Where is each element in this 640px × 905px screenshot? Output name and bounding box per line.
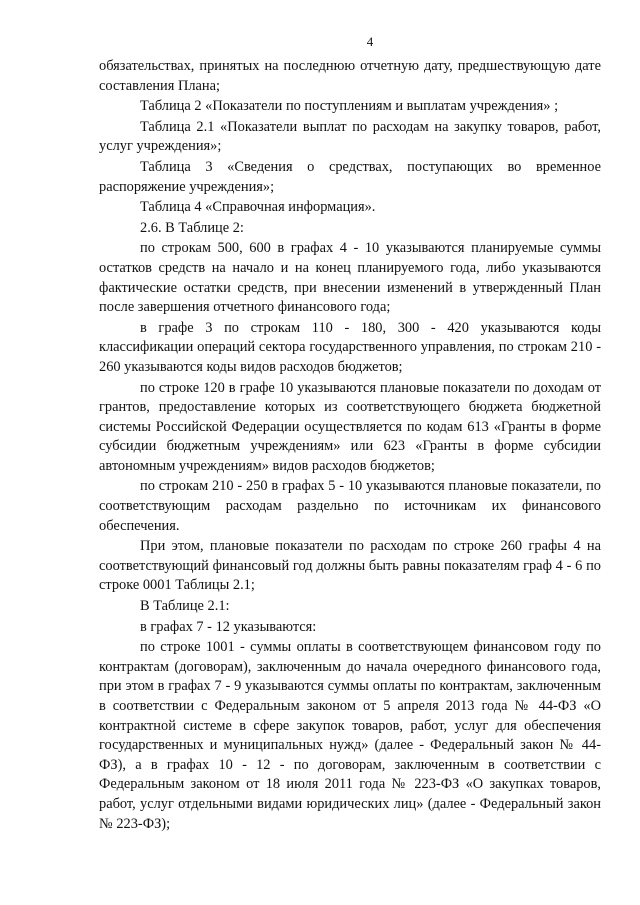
page-number: 4 — [366, 34, 374, 49]
paragraph-table-2: Таблица 2 «Показатели по поступлениям и выплатам учреждения» ; — [140, 98, 559, 115]
document-page — [99, 34, 601, 834]
document-body — [99, 57, 601, 834]
paragraph-table-4: Таблица 4 «Справочная информация». — [140, 199, 376, 216]
paragraph-rows-500-600: по строкам 500, 600 в графах 4 - 10 указываются планируемые суммы остатков средств на начало и на конец планируемого года, либо указываются фактические остатки средств, при внесении изменений в утвержденный План после завершения отчетного финансового года; — [99, 240, 601, 316]
paragraph-column-3-codes: в графе 3 по строкам 110 - 180, 300 - 420 указываются коды классификации операций сектора государственного управления, по строкам 210 - 260 указываются коды видов расходов бюджетов; — [99, 319, 601, 375]
paragraph-row-120-grants: по строке 120 в графе 10 указываются плановые показатели по доходам от грантов, предоставление которых из соответствующего бюджета бюджетной системы Российской Федерации осуществляется по кодам 613 «Гранты в форме субсидии бюджетным учреждениям» или 623 «Гранты в форме субсидии автономным учреждениям» видов расходов бюджетов; — [99, 379, 601, 474]
paragraph-continuation: обязательствах, принятых на последнюю отчетную дату, предшествующую дате составления Плана; — [99, 58, 601, 94]
paragraph-table-2-1: Таблица 2.1 «Показатели выплат по расходам на закупку товаров, работ, услуг учреждения»; — [99, 118, 601, 155]
paragraph-row-1001: по строке 1001 - суммы оплаты в соответствующем финансовом году по контрактам (договорам), заключенным до начала очередного финансового года, при этом в графах 7 - 9 указываются суммы оплаты по контрактам, заключенным в соответствии с Федеральным законом от 5 апреля 2013 года № 44-ФЗ «О контрактной системе в сфере закупок товаров, работ, услуг для обеспечения государственных и муниципальных нужд» (далее - Федеральный закон № 44-ФЗ), а в графах 10 - 12 - по договорам, заключенным в соответствии с Федеральным законом от 18 июля 2011 года № 223-ФЗ «О закупках товаров, работ, услуг отдельными видами юридических лиц» (далее - Федеральный закон № 223-ФЗ); — [99, 639, 601, 832]
paragraph-row-260: При этом, плановые показатели по расходам по строке 260 графы 4 на соответствующий финансовый год должны быть равны показателям граф 4 - 6 по строке 0001 Таблицы 2.1; — [99, 538, 601, 594]
paragraph-table-3: Таблица 3 «Сведения о средствах, поступающих во временное распоряжение учреждения»; — [99, 158, 601, 195]
paragraph-columns-7-12: в графах 7 - 12 указываются: — [140, 618, 317, 635]
section-heading-2-6: 2.6. В Таблице 2: — [140, 219, 244, 236]
section-heading-table-2-1: В Таблице 2.1: — [140, 598, 230, 615]
paragraph-rows-210-250: по строкам 210 - 250 в графах 5 - 10 указываются плановые показатели, по соответствующим расходам раздельно по источникам их финансового обеспечения. — [99, 478, 601, 534]
